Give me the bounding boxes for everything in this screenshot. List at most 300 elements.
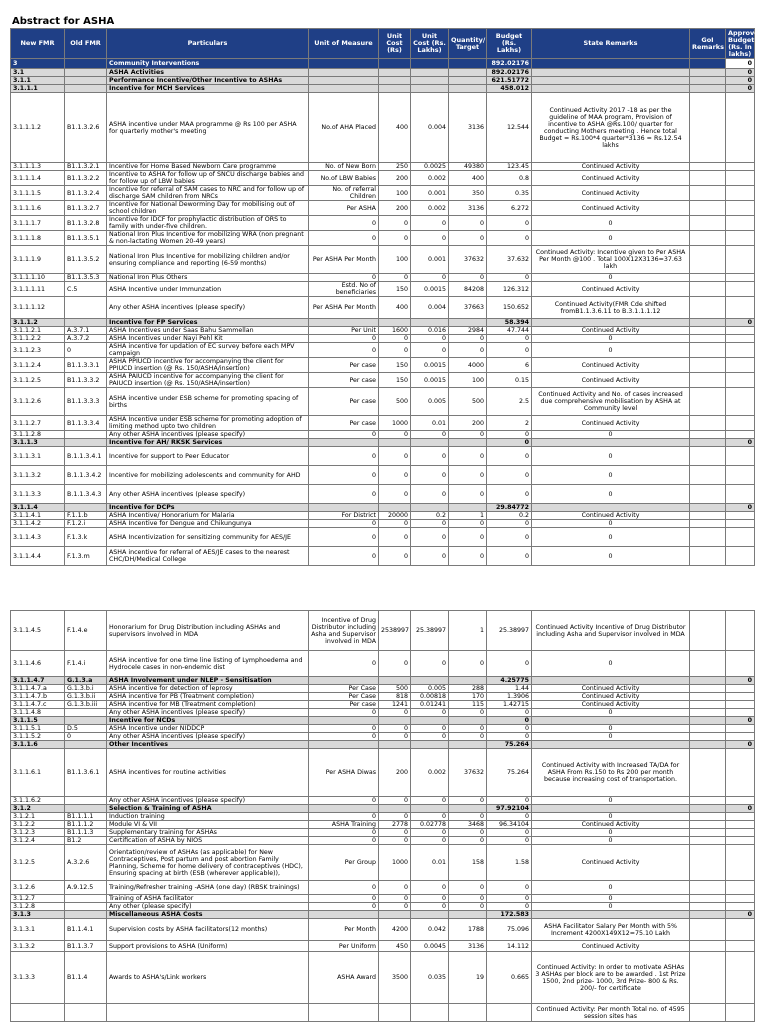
cell-particulars: ASHA Incentives under Nayi Pehl Kit [107, 335, 309, 343]
cell-state-remarks: 0 [532, 829, 690, 837]
cell-budget: 0 [487, 528, 532, 547]
cell-unit-cost-lakhs: 0.0015 [411, 358, 449, 373]
cell-quantity-target: 37632 [449, 246, 487, 274]
cell-approved-budget [726, 485, 755, 504]
cell-particulars: Orientation/review of ASHAs (as applicable) for New Contraceptives, Post partum and post abortion Family Planning, Scheme for home delivery of contraceptives (HDC), Ensuring spacing at birth (ESB (wherever applicable)), [107, 845, 309, 881]
cell-goi-remarks [690, 952, 726, 1004]
cell-budget: 0 [487, 520, 532, 528]
cell-particulars: Incentive to ASHA for follow up of SNCU discharge babies and for follow up of LBW babies [107, 171, 309, 186]
cell-goi-remarks [690, 373, 726, 388]
cell-unit-cost-lakhs: 0.035 [411, 952, 449, 1004]
cell-old-fmr [65, 69, 107, 77]
cell-particulars: Community Interventions [107, 59, 309, 69]
cell-unit-cost-lakhs [411, 439, 449, 447]
cell-unit-of-measure: 0 [309, 837, 379, 845]
cell-state-remarks: 0 [532, 881, 690, 895]
cell-budget: 14.112 [487, 941, 532, 952]
cell-approved-budget [726, 749, 755, 797]
cell-unit-cost-rs [379, 1004, 411, 1022]
cell-old-fmr [65, 805, 107, 813]
cell-budget: 0 [487, 733, 532, 741]
cell-unit-cost-rs [379, 911, 411, 919]
col-old-fmr: Old FMR [65, 29, 107, 59]
cell-old-fmr [65, 504, 107, 512]
cell-unit-cost-rs: 0 [379, 520, 411, 528]
cell-particulars: National Iron Plus Incentive for mobilizing children and/or ensuring compliance and reporting (6-59 months) [107, 246, 309, 274]
cell-quantity-target: 1 [449, 611, 487, 651]
cell-unit-cost-rs: 0 [379, 903, 411, 911]
cell-particulars: Any other ASHA incentives (please specify) [107, 485, 309, 504]
cell-new-fmr: 3.1.2.3 [11, 829, 65, 837]
cell-unit-of-measure [309, 1004, 379, 1022]
cell-unit-cost-lakhs: 0 [411, 216, 449, 231]
cell-particulars: Training of ASHA facilitator [107, 895, 309, 903]
cell-particulars: Incentive for referral of SAM cases to NRC and for follow up of discharge SAM children from NRCs [107, 186, 309, 201]
cell-unit-cost-rs: 0 [379, 881, 411, 895]
cell-unit-cost-lakhs: 0.0025 [411, 163, 449, 171]
cell-old-fmr: F.1.1.b [65, 512, 107, 520]
cell-approved-budget [726, 335, 755, 343]
cell-goi-remarks [690, 651, 726, 677]
cell-new-fmr: 3.1.1.4.6 [11, 651, 65, 677]
cell-new-fmr: 3.1.1.4.7.b [11, 693, 65, 701]
cell-quantity-target: 3136 [449, 941, 487, 952]
cell-state-remarks [532, 504, 690, 512]
col-unit-of-measure: Unit of Measure [309, 29, 379, 59]
cell-budget: 0.665 [487, 952, 532, 1004]
cell-budget: 458.012 [487, 85, 532, 93]
cell-unit-of-measure: Per case [309, 358, 379, 373]
cell-budget: 0 [487, 485, 532, 504]
cell-goi-remarks [690, 520, 726, 528]
cell-unit-cost-lakhs: 0 [411, 431, 449, 439]
cell-old-fmr: F.1.3.k [65, 528, 107, 547]
cell-unit-cost-lakhs: 0.2 [411, 512, 449, 520]
cell-budget: 0 [487, 466, 532, 485]
cell-goi-remarks [690, 358, 726, 373]
cell-quantity-target: 3136 [449, 93, 487, 163]
cell-particulars: Incentive for MCH Services [107, 85, 309, 93]
cell-approved-budget: 0 [726, 717, 755, 725]
cell-unit-of-measure: 0 [309, 797, 379, 805]
cell-goi-remarks [690, 717, 726, 725]
cell-quantity-target [449, 805, 487, 813]
cell-state-remarks: Continued Activity [532, 201, 690, 216]
table-row [11, 829, 755, 837]
cell-unit-cost-lakhs: 0.005 [411, 685, 449, 693]
cell-unit-cost-rs: 200 [379, 749, 411, 797]
section-row [11, 677, 755, 685]
cell-budget: 2 [487, 416, 532, 431]
cell-quantity-target [449, 1004, 487, 1022]
cell-quantity-target: 4000 [449, 358, 487, 373]
cell-particulars: ASHA incentive for PB (Treatment completion) [107, 693, 309, 701]
cell-goi-remarks [690, 319, 726, 327]
cell-quantity-target [449, 59, 487, 69]
cell-goi-remarks [690, 343, 726, 358]
cell-goi-remarks [690, 274, 726, 282]
cell-unit-cost-lakhs: 0.0015 [411, 282, 449, 297]
cell-goi-remarks [690, 186, 726, 201]
cell-old-fmr: B1.1.3.5.1 [65, 231, 107, 246]
cell-unit-of-measure [309, 677, 379, 685]
cell-quantity-target: 0 [449, 528, 487, 547]
cell-unit-cost-lakhs: 0.004 [411, 297, 449, 319]
cell-budget: 1.42715 [487, 701, 532, 709]
cell-approved-budget [726, 881, 755, 895]
table-row [11, 282, 755, 297]
cell-unit-cost-lakhs [411, 717, 449, 725]
cell-particulars: ASHA incentive under ESB scheme for promoting spacing of births [107, 388, 309, 416]
cell-particulars: ASHA Incentive for Dengue and Chikungunya [107, 520, 309, 528]
cell-budget: 126.312 [487, 282, 532, 297]
cell-new-fmr: 3.1.3 [11, 911, 65, 919]
cell-unit-cost-lakhs [411, 911, 449, 919]
cell-approved-budget [726, 797, 755, 805]
cell-state-remarks: 0 [532, 485, 690, 504]
cell-state-remarks: Continued Activity [532, 845, 690, 881]
cell-old-fmr [65, 431, 107, 439]
cell-quantity-target: 0 [449, 216, 487, 231]
cell-state-remarks: 0 [532, 274, 690, 282]
table-row [11, 520, 755, 528]
section-row [11, 504, 755, 512]
cell-unit-of-measure [309, 717, 379, 725]
cell-unit-cost-lakhs: 0 [411, 335, 449, 343]
cell-state-remarks: Continued Activity [532, 821, 690, 829]
cell-new-fmr: 3.1.1.4.1 [11, 512, 65, 520]
cell-approved-budget [726, 941, 755, 952]
cell-approved-budget [726, 919, 755, 941]
cell-budget: 0 [487, 547, 532, 566]
cell-quantity-target: 0 [449, 903, 487, 911]
table-row [11, 837, 755, 845]
cell-goi-remarks [690, 821, 726, 829]
cell-old-fmr: B1.1.3.3.2 [65, 373, 107, 388]
cell-state-remarks: Continued Activity [532, 941, 690, 952]
cell-state-remarks: 0 [532, 547, 690, 566]
cell-unit-cost-lakhs: 0 [411, 733, 449, 741]
cell-quantity-target: 0 [449, 725, 487, 733]
table-row [11, 903, 755, 911]
cell-approved-budget [726, 611, 755, 651]
cell-old-fmr: B.1.1.3.4.1 [65, 447, 107, 466]
cell-old-fmr: B1.2 [65, 837, 107, 845]
cell-state-remarks [532, 69, 690, 77]
cell-goi-remarks [690, 447, 726, 466]
section-row [11, 85, 755, 93]
cell-old-fmr: G.1.3.b.ii [65, 693, 107, 701]
cell-goi-remarks [690, 837, 726, 845]
cell-approved-budget: 0 [726, 741, 755, 749]
cell-unit-cost-rs: 0 [379, 466, 411, 485]
cell-goi-remarks [690, 69, 726, 77]
cell-approved-budget: 0 [726, 77, 755, 85]
table-row [11, 512, 755, 520]
cell-budget: 0 [487, 335, 532, 343]
cell-particulars: ASHA Incentive under Immunzation [107, 282, 309, 297]
cell-old-fmr: B1.1.4 [65, 952, 107, 1004]
cell-unit-of-measure [309, 741, 379, 749]
cell-old-fmr: A.9.12.5 [65, 881, 107, 895]
cell-budget: 0.15 [487, 373, 532, 388]
cell-approved-budget [726, 246, 755, 274]
table-row [11, 797, 755, 805]
cell-new-fmr: 3.1.1.6 [11, 741, 65, 749]
cell-budget: 0 [487, 797, 532, 805]
cell-unit-of-measure: Per Case [309, 693, 379, 701]
cell-approved-budget [726, 651, 755, 677]
cell-new-fmr: 3.1.1.4.5 [11, 611, 65, 651]
cell-new-fmr: 3.1.1.1.6 [11, 201, 65, 216]
cell-new-fmr: 3.1.1.2.7 [11, 416, 65, 431]
cell-unit-cost-rs [379, 741, 411, 749]
table-row [11, 701, 755, 709]
cell-goi-remarks [690, 547, 726, 566]
cell-old-fmr [65, 895, 107, 903]
cell-unit-cost-lakhs [411, 741, 449, 749]
table-row [11, 373, 755, 388]
cell-new-fmr: 3.1.2.8 [11, 903, 65, 911]
table-row [11, 919, 755, 941]
cell-particulars: Incentive for mobilizing adolescents and community for AHD [107, 466, 309, 485]
cell-old-fmr: B1.1.3.2.7 [65, 201, 107, 216]
table-row [11, 895, 755, 903]
cell-new-fmr: 3.1.1.4 [11, 504, 65, 512]
cell-budget: 0 [487, 431, 532, 439]
section-row [11, 717, 755, 725]
cell-quantity-target: 3136 [449, 201, 487, 216]
cell-unit-cost-rs: 818 [379, 693, 411, 701]
cell-goi-remarks [690, 431, 726, 439]
cell-goi-remarks [690, 881, 726, 895]
cell-quantity-target [449, 439, 487, 447]
cell-unit-of-measure: Per case [309, 416, 379, 431]
cell-unit-cost-rs [379, 677, 411, 685]
table-row [11, 416, 755, 431]
cell-goi-remarks [690, 388, 726, 416]
cell-new-fmr: 3.1.1 [11, 77, 65, 85]
table-row [11, 274, 755, 282]
cell-unit-of-measure: No.of AHA Placed [309, 93, 379, 163]
cell-approved-budget [726, 416, 755, 431]
cell-unit-cost-lakhs [411, 319, 449, 327]
cell-particulars: Certification of ASHA by NIOS [107, 837, 309, 845]
cell-state-remarks: Continued Activity [532, 701, 690, 709]
cell-budget: 0 [487, 903, 532, 911]
cell-approved-budget [726, 952, 755, 1004]
cell-old-fmr [65, 319, 107, 327]
cell-new-fmr: 3.1.1.2.1 [11, 327, 65, 335]
cell-new-fmr: 3.1.1.4.7 [11, 677, 65, 685]
cell-new-fmr: 3.1 [11, 69, 65, 77]
cell-approved-budget [726, 93, 755, 163]
cell-unit-cost-rs [379, 439, 411, 447]
cell-approved-budget [726, 1004, 755, 1022]
cell-state-remarks: 0 [532, 813, 690, 821]
cell-unit-of-measure: 0 [309, 881, 379, 895]
table-row [11, 231, 755, 246]
cell-unit-cost-rs: 0 [379, 733, 411, 741]
cell-budget: 58.394 [487, 319, 532, 327]
cell-budget: 12.544 [487, 93, 532, 163]
cell-new-fmr: 3.1.1.1.10 [11, 274, 65, 282]
cell-new-fmr: 3.1.2.5 [11, 845, 65, 881]
cell-particulars: ASHA Incentivization for sensitizing community for AES/JE [107, 528, 309, 547]
cell-approved-budget [726, 845, 755, 881]
cell-unit-cost-lakhs [411, 77, 449, 85]
cell-unit-of-measure: 0 [309, 274, 379, 282]
cell-state-remarks [532, 319, 690, 327]
cell-unit-of-measure: 0 [309, 485, 379, 504]
cell-quantity-target: 0 [449, 520, 487, 528]
col-unit-cost-lakhs: Unit Cost (Rs. Lakhs) [411, 29, 449, 59]
cell-unit-cost-rs: 250 [379, 163, 411, 171]
cell-goi-remarks [690, 845, 726, 881]
cell-unit-cost-rs: 0 [379, 431, 411, 439]
cell-unit-cost-rs: 0 [379, 528, 411, 547]
cell-unit-of-measure: 0 [309, 709, 379, 717]
cell-quantity-target: 0 [449, 881, 487, 895]
cell-particulars: ASHA Activities [107, 69, 309, 77]
cell-particulars: Any other ASHA incentives (please specify) [107, 709, 309, 717]
cell-approved-budget [726, 388, 755, 416]
cell-unit-of-measure: 0 [309, 895, 379, 903]
cell-goi-remarks [690, 171, 726, 186]
cell-unit-cost-lakhs: 0 [411, 813, 449, 821]
col-quantity-target: Quantity/ Target [449, 29, 487, 59]
cell-old-fmr: B1.1.3.3.3 [65, 388, 107, 416]
cell-state-remarks: Continued Activity: Per month Total no. of 4595 session sites has [532, 1004, 690, 1022]
cell-unit-of-measure: Per case [309, 388, 379, 416]
cell-unit-cost-rs: 0 [379, 216, 411, 231]
cell-quantity-target: 84208 [449, 282, 487, 297]
section-row [11, 741, 755, 749]
cell-budget [487, 1004, 532, 1022]
cell-approved-budget [726, 903, 755, 911]
cell-particulars: Honorarium for Drug Distribution including ASHAs and supervisors involved in MDA [107, 611, 309, 651]
cell-goi-remarks [690, 297, 726, 319]
cell-quantity-target: 0 [449, 797, 487, 805]
cell-unit-cost-rs: 100 [379, 246, 411, 274]
cell-unit-cost-rs: 0 [379, 709, 411, 717]
cell-quantity-target: 115 [449, 701, 487, 709]
cell-state-remarks: 0 [532, 520, 690, 528]
cell-new-fmr: 3.1.1.5 [11, 717, 65, 725]
cell-unit-of-measure: Per case [309, 701, 379, 709]
cell-approved-budget [726, 201, 755, 216]
cell-particulars: ASHA Incentives under Saas Bahu Sammellan [107, 327, 309, 335]
cell-particulars: Incentive for DCPs [107, 504, 309, 512]
cell-budget: 1.3906 [487, 693, 532, 701]
cell-budget: 6 [487, 358, 532, 373]
cell-state-remarks: 0 [532, 837, 690, 845]
cell-unit-cost-rs: 4200 [379, 919, 411, 941]
cell-new-fmr: 3.1.1.3 [11, 439, 65, 447]
cell-unit-cost-rs: 0 [379, 725, 411, 733]
cell-goi-remarks [690, 903, 726, 911]
cell-unit-cost-lakhs: 0 [411, 343, 449, 358]
table-row [11, 466, 755, 485]
cell-unit-cost-lakhs: 0.042 [411, 919, 449, 941]
cell-new-fmr: 3.1.1.1.4 [11, 171, 65, 186]
cell-state-remarks: Continued Activity with Increased TA/DA for ASHA From Rs.150 to Rs 200 per month because increasing cost of transportation. [532, 749, 690, 797]
cell-old-fmr: 0 [65, 343, 107, 358]
cell-new-fmr: 3.1.2.4 [11, 837, 65, 845]
cell-unit-cost-rs: 0 [379, 343, 411, 358]
cell-new-fmr: 3.1.1.4.2 [11, 520, 65, 528]
cell-state-remarks: Continued Activity [532, 416, 690, 431]
cell-unit-cost-lakhs: 0 [411, 520, 449, 528]
cell-particulars: Performance Incentive/Other Incentive to ASHAs [107, 77, 309, 85]
cell-state-remarks: Continued Activity [532, 327, 690, 335]
cell-new-fmr: 3.1.1.1.2 [11, 93, 65, 163]
cell-state-remarks: 0 [532, 797, 690, 805]
cell-approved-budget [726, 685, 755, 693]
cell-unit-cost-rs: 0 [379, 813, 411, 821]
cell-state-remarks: Continued Activity: In order to motivate ASHAs 3 ASHAs per block are to be awarded . 1st Prize 1500, 2nd prize- 1000, 3rd Prize- 800 & Rs. 200/- for certificate [532, 952, 690, 1004]
table-row [11, 343, 755, 358]
section-row [11, 59, 755, 69]
table-header-row [11, 29, 755, 59]
cell-approved-budget [726, 274, 755, 282]
cell-unit-cost-rs: 150 [379, 373, 411, 388]
cell-unit-cost-rs: 500 [379, 685, 411, 693]
cell-unit-cost-lakhs: 0 [411, 797, 449, 805]
cell-unit-cost-lakhs: 0 [411, 231, 449, 246]
cell-budget: 75.096 [487, 919, 532, 941]
table-row [11, 358, 755, 373]
cell-unit-of-measure: 0 [309, 466, 379, 485]
table-row [11, 651, 755, 677]
table-row [11, 388, 755, 416]
cell-old-fmr: B1.1.3.2.1 [65, 163, 107, 171]
cell-approved-budget [726, 547, 755, 566]
cell-goi-remarks [690, 701, 726, 709]
cell-quantity-target [449, 69, 487, 77]
cell-old-fmr: F.1.3.m [65, 547, 107, 566]
section-row [11, 77, 755, 85]
cell-state-remarks [532, 677, 690, 685]
cell-unit-of-measure: Per Unit [309, 327, 379, 335]
cell-goi-remarks [690, 59, 726, 69]
cell-state-remarks: 0 [532, 528, 690, 547]
cell-state-remarks: Continued Activity Incentive of Drug Distributor including Asha and Supervisor involved in MDA [532, 611, 690, 651]
cell-unit-of-measure: 0 [309, 231, 379, 246]
cell-particulars: Selection & Training of ASHA [107, 805, 309, 813]
cell-old-fmr [65, 297, 107, 319]
cell-unit-of-measure: Per ASHA Diwas [309, 749, 379, 797]
cell-old-fmr [65, 709, 107, 717]
table-row [11, 685, 755, 693]
cell-new-fmr: 3.1.1.4.8 [11, 709, 65, 717]
cell-quantity-target: 37632 [449, 749, 487, 797]
cell-unit-of-measure [309, 85, 379, 93]
cell-budget: 37.632 [487, 246, 532, 274]
cell-budget: 0 [487, 274, 532, 282]
cell-new-fmr: 3.1.1.1.3 [11, 163, 65, 171]
cell-quantity-target: 0 [449, 709, 487, 717]
cell-unit-cost-lakhs: 0 [411, 829, 449, 837]
cell-unit-of-measure: ASHA Training [309, 821, 379, 829]
cell-unit-cost-lakhs: 0 [411, 881, 449, 895]
table-row [11, 93, 755, 163]
cell-approved-budget [726, 701, 755, 709]
cell-unit-cost-rs [379, 504, 411, 512]
cell-old-fmr: B1.1.1.2 [65, 821, 107, 829]
cell-new-fmr: 3.1.1.6.1 [11, 749, 65, 797]
table-row [11, 813, 755, 821]
